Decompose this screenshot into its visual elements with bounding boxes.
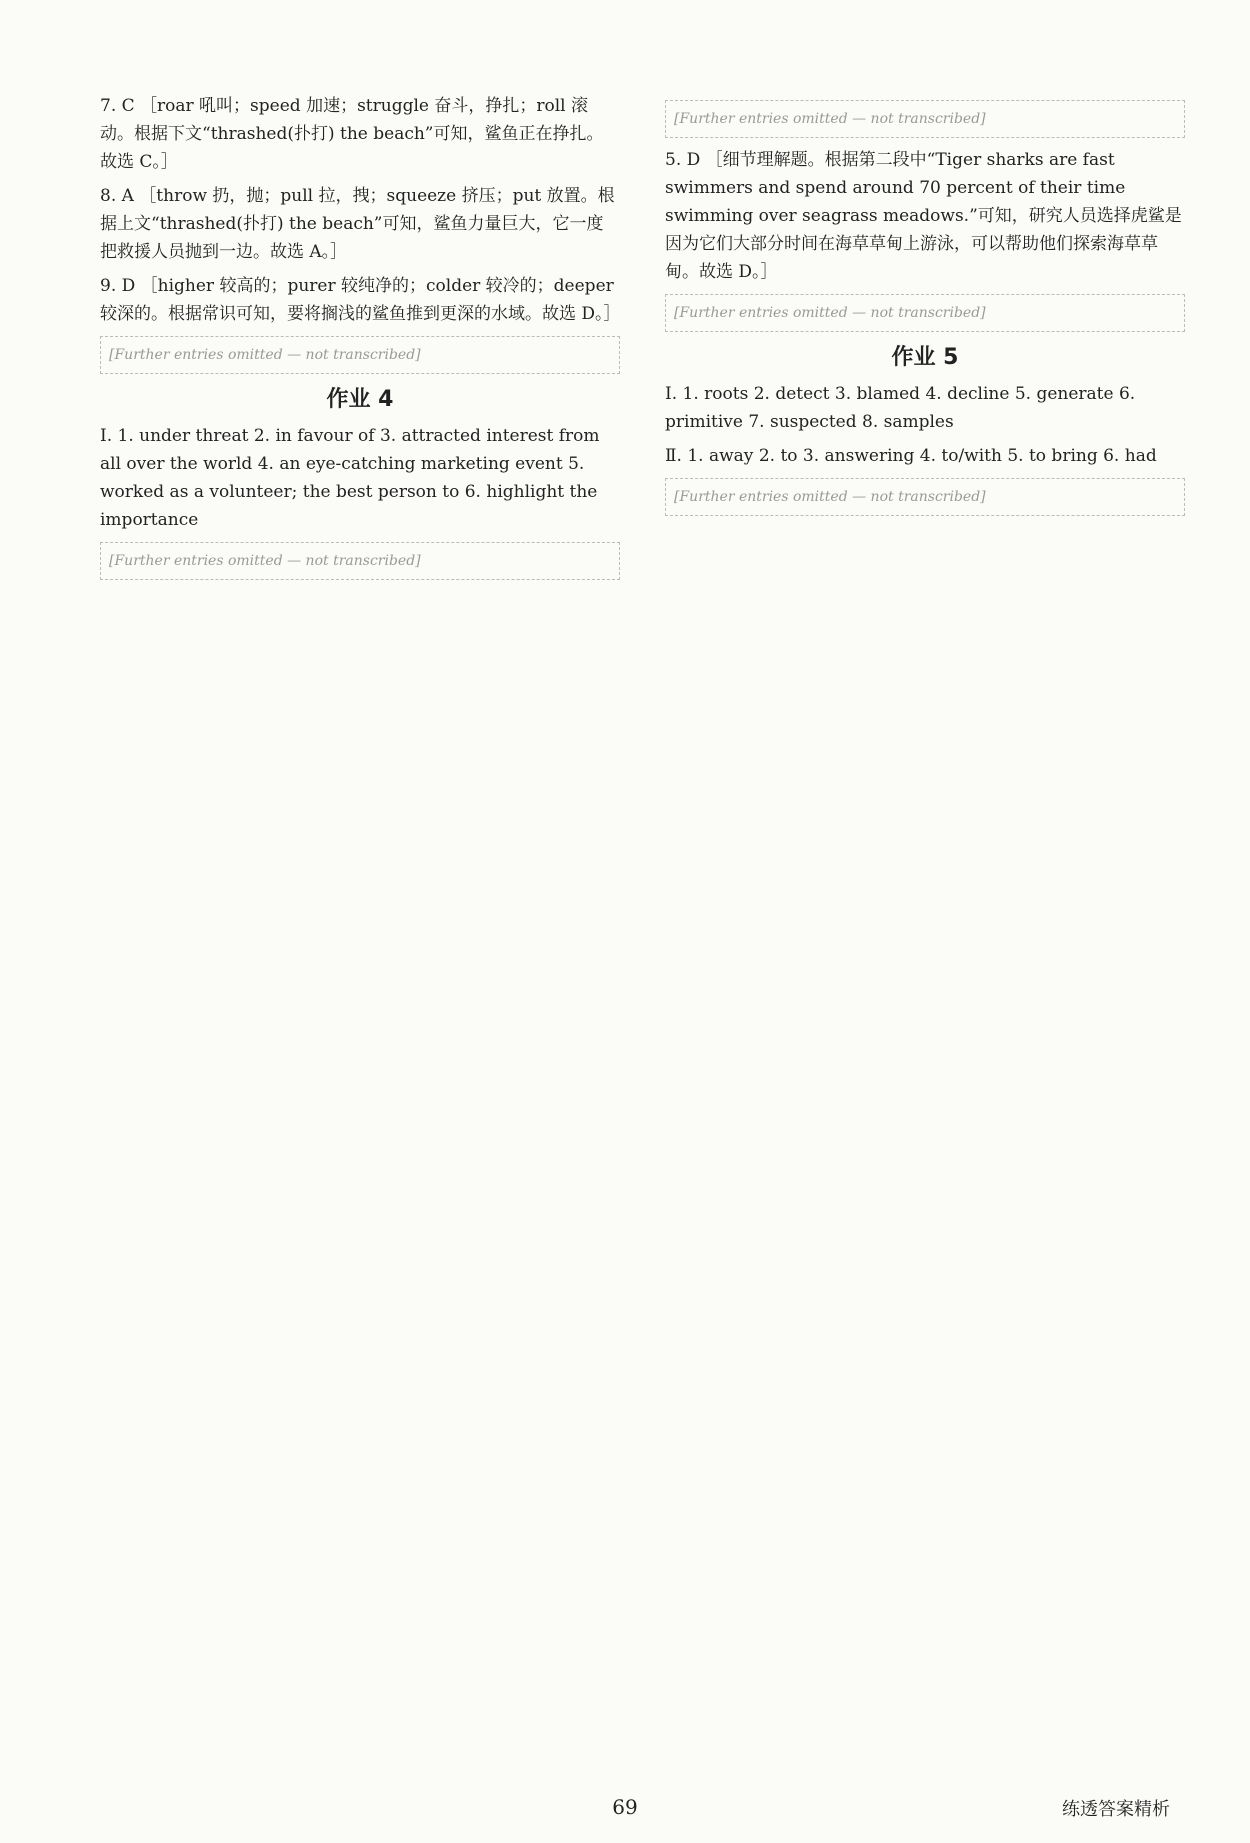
right-column xyxy=(665,92,1185,524)
answer-entry: Ⅱ. 1. away 2. to 3. answering 4. to/with 5. to bring 6. had xyxy=(665,446,1157,466)
answer-entry: 9. D ［higher 较高的；purer 较纯净的；colder 较冷的；deeper 较深的。根据常识可知，要将搁浅的鲨鱼推到更深的水域。故选 D。］ xyxy=(100,276,621,324)
answer-entry: 5. D ［细节理解题。根据第二段中“Tiger sharks are fast swimmers and spend around 70 percent of their time swimming over seagrass meadows.”可知，研究人员选择虎鲨是因为它们大部分时间在海草草甸上游泳，可以帮助他们探索海草草甸。故选 D。］ xyxy=(665,150,1182,282)
answer-entry: Ⅰ. 1. under threat 2. in favour of 3. attracted interest from all over the world 4. an eye-catching marketing event 5. worked as a volunteer; the best person to 6. highlight the importance xyxy=(100,426,600,530)
left-column xyxy=(100,92,620,588)
footer-title: 练透答案精析 xyxy=(1062,1799,1170,1820)
omitted-note: [Further entries omitted — not transcribed] xyxy=(665,294,1185,332)
page-number: 69 xyxy=(612,1795,638,1819)
omitted-note: [Further entries omitted — not transcribed] xyxy=(665,478,1185,516)
answer-entry: 8. A ［throw 扔，抛；pull 拉，拽；squeeze 挤压；put 放置。根据上文“thrashed(扑打) the beach”可知，鲨鱼力量巨大，它一度把救援人员抛到一边。故选 A。］ xyxy=(100,186,615,262)
omitted-note: [Further entries omitted — not transcribed] xyxy=(100,336,620,374)
section-title: 作业 5 xyxy=(891,345,959,370)
answer-entry: 7. C ［roar 吼叫；speed 加速；struggle 奋斗，挣扎；roll 滚动。根据下文“thrashed(扑打) the beach”可知，鲨鱼正在挣扎。故选 C。］ xyxy=(100,96,604,172)
answer-entry: Ⅰ. 1. roots 2. detect 3. blamed 4. decline 5. generate 6. primitive 7. suspected 8. samples xyxy=(665,384,1136,432)
section-title: 作业 4 xyxy=(326,387,394,412)
omitted-note: [Further entries omitted — not transcribed] xyxy=(100,542,620,580)
omitted-note: [Further entries omitted — not transcribed] xyxy=(665,100,1185,138)
